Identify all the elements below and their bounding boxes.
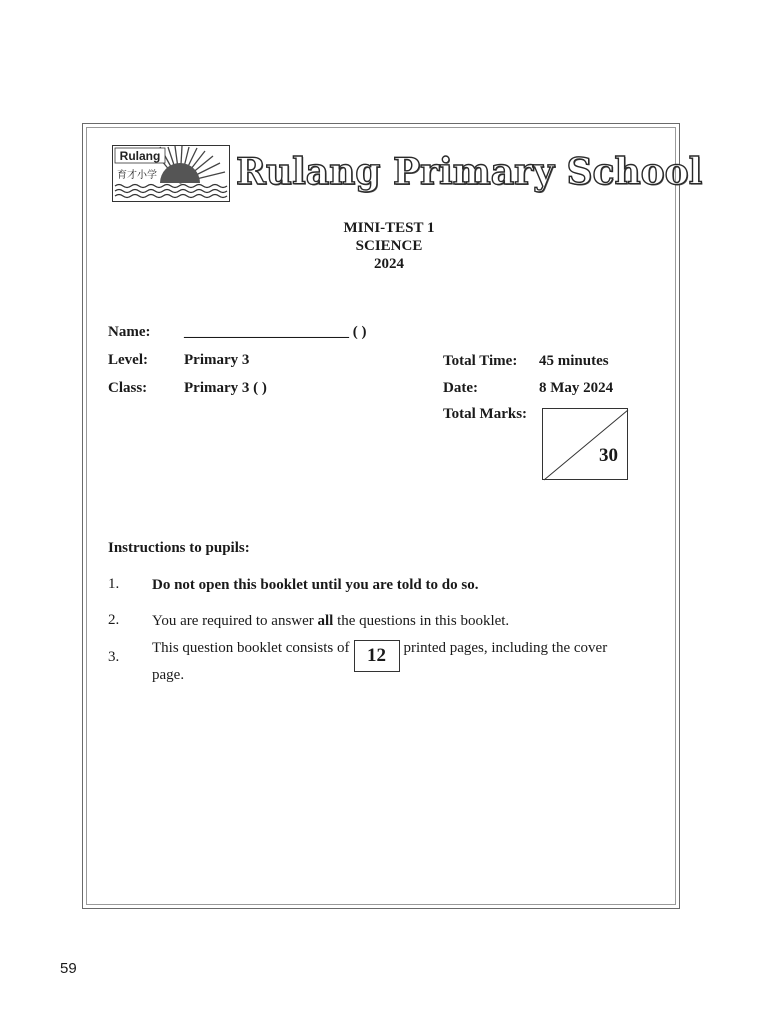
date-label: Date: [443, 380, 478, 396]
instruction-2-pre: You are required to answer [152, 613, 318, 629]
instruction-3-pre: This question booklet consists of [152, 640, 350, 656]
test-year: 2024 [374, 256, 404, 272]
instruction-3-number: 3. [108, 649, 120, 665]
total-marks-label: Total Marks: [443, 406, 528, 422]
name-blank: ______________________ ( ) [184, 324, 367, 340]
class-value: Primary 3 ( ) [184, 380, 267, 396]
instruction-3 [152, 639, 607, 672]
page-number: 59 [60, 960, 77, 977]
instruction-1-text: Do not open this booklet until you are told to do so. [152, 577, 479, 593]
instruction-3-post: printed pages, including the cover [403, 640, 608, 656]
instruction-2-bold: all [317, 613, 334, 629]
school-name: Rulang Primary School [236, 151, 703, 193]
level-label: Level: [108, 352, 148, 368]
test-title: MINI-TEST 1 [343, 220, 435, 236]
date-value: 8 May 2024 [539, 380, 614, 396]
instruction-3-continued: page. [152, 667, 185, 683]
logo-text: Rulang [119, 149, 161, 163]
total-time-value: 45 minutes [539, 353, 609, 369]
school-logo [112, 145, 230, 202]
page-count-box: 12 [354, 640, 400, 672]
test-subject: SCIENCE [355, 238, 423, 254]
instruction-1-number: 1. [108, 576, 120, 592]
instruction-2-post: the questions in this booklet. [333, 613, 510, 629]
logo-chinese-text: 育才小学 [117, 170, 157, 181]
name-label: Name: [108, 324, 151, 340]
instructions-title: Instructions to pupils: [108, 540, 250, 556]
level-value: Primary 3 [184, 352, 250, 368]
total-marks-value: 30 [599, 445, 618, 466]
instruction-2 [152, 612, 509, 630]
instruction-2-number: 2. [108, 612, 120, 628]
total-marks-box [542, 408, 628, 480]
test-heading [0, 219, 768, 273]
class-label: Class: [108, 380, 148, 396]
total-time-label: Total Time: [443, 353, 518, 369]
